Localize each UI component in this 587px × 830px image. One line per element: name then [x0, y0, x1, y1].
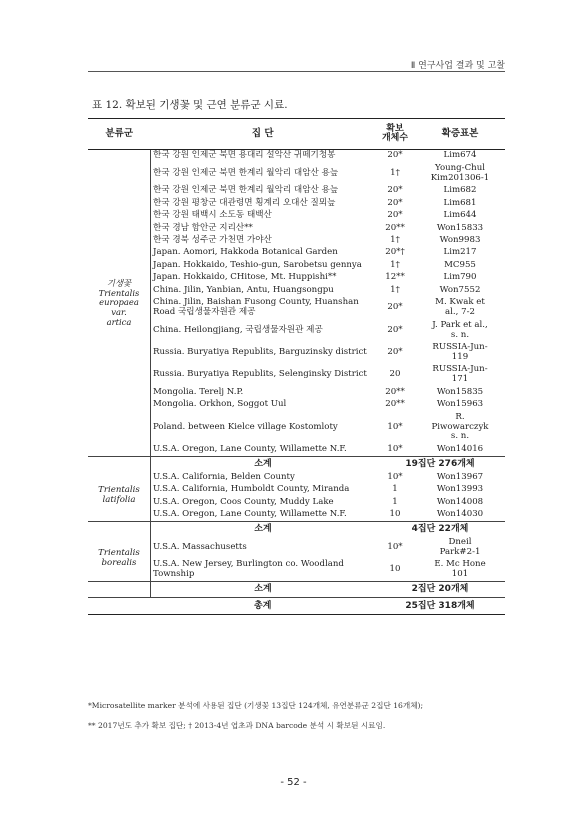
- subtotal-value: 2집단 20개체: [375, 582, 505, 597]
- site-cell: Russia. Buryatiya Republits, Barguzinsky district: [153, 346, 367, 357]
- voucher-cell: J. Park et al., s. n.: [432, 319, 488, 340]
- table-row: [88, 364, 505, 386]
- subtotal-label: 소계: [151, 522, 376, 537]
- count-cell: 20: [389, 369, 401, 380]
- table-row: [88, 185, 505, 197]
- voucher-cell: Dneil Park#2-1: [439, 536, 481, 557]
- taxon-cell: 기생꽃 Trientalis europaea var. artica: [88, 150, 151, 457]
- voucher-cell: RUSSIA-Jun- 171: [432, 364, 488, 385]
- site-cell: 한국 경북 성주군 가천면 가야산: [153, 234, 272, 245]
- voucher-cell: Lim674: [443, 150, 477, 161]
- col-header-count: 확보 개체수: [375, 119, 415, 150]
- table-row: [88, 411, 505, 443]
- site-cell: 한국 강원 인제군 북면 한계리 월악리 대암산 용늪: [153, 167, 339, 178]
- total-value: 25집단 318개체: [375, 597, 505, 614]
- total-label: 총계: [151, 597, 376, 614]
- col-header-voucher: 확증표본: [415, 119, 505, 150]
- table-row: [88, 272, 505, 284]
- voucher-cell: M. Kwak et al., 7-2: [435, 297, 485, 318]
- voucher-cell: Lim681: [443, 197, 477, 208]
- col-header-site: 집 단: [151, 119, 376, 150]
- voucher-cell: Won14008: [436, 496, 484, 507]
- site-cell: U.S.A. New Jersey, Burlington co. Woodland Township: [153, 559, 344, 580]
- site-cell: Japan. Hokkaido, Teshio-gun, Sarobetsu gennya: [153, 259, 362, 270]
- count-cell: 20*: [387, 185, 403, 196]
- samples-table: [88, 118, 505, 615]
- voucher-cell: Won9983: [439, 234, 481, 245]
- voucher-cell: Lim644: [443, 210, 477, 221]
- site-cell: 한국 강원 평창군 대관령면 횡계리 오대산 질뫼늪: [153, 197, 336, 208]
- table-row: [88, 399, 505, 411]
- table-row: [88, 319, 505, 341]
- site-cell: U.S.A. Massachusetts: [153, 541, 247, 552]
- site-cell: U.S.A. California, Belden County: [153, 471, 295, 482]
- total-row: [88, 597, 505, 614]
- taxon-cell: Trientalis borealis: [88, 537, 151, 582]
- footnote-2: ** 2017년도 추가 확보 집단; † 2013-4년 엽초과 DNA barcode 분석 시 확보된 시료임.: [88, 721, 386, 730]
- table-row: [88, 285, 505, 297]
- count-cell: 10*: [387, 421, 403, 432]
- subtotal-label: 소계: [151, 582, 376, 597]
- subtotal-value: 4집단 22개체: [375, 522, 505, 537]
- voucher-cell: Won15963: [436, 399, 484, 410]
- table-row: [88, 386, 505, 398]
- table-row: [88, 444, 505, 457]
- site-cell: U.S.A. California, Humboldt County, Miranda: [153, 484, 350, 495]
- table-row: [88, 509, 505, 522]
- subtotal-row: [88, 457, 505, 472]
- count-cell: 1†: [390, 259, 400, 270]
- section-header: Ⅱ 연구사업 결과 및 고찰: [410, 61, 505, 71]
- count-cell: 1: [392, 484, 398, 495]
- table-header-row: [88, 119, 505, 150]
- site-cell: 한국 경남 함안군 지리산**: [153, 222, 253, 233]
- table-row: [88, 260, 505, 272]
- table-row: [88, 496, 505, 508]
- subtotal-row: [88, 582, 505, 597]
- count-cell: 10*: [387, 471, 403, 482]
- taxon-cell: Trientalis latifolia: [88, 471, 151, 521]
- count-cell: 20**: [385, 386, 405, 397]
- voucher-cell: Young-Chul Kim201306-1: [430, 162, 490, 183]
- count-cell: 20*: [387, 150, 403, 161]
- site-cell: Japan. Hokkaido, CHitose, Mt. Huppishi**: [153, 272, 337, 283]
- site-cell: Mongolia. Orkhon, Soggot Uul: [153, 399, 287, 410]
- voucher-cell: E. Mc Hone 101: [434, 559, 486, 580]
- site-cell: China. Jilin, Yanbian, Antu, Huangsongpu: [153, 284, 334, 295]
- subtotal-value: 19집단 276개체: [375, 457, 505, 472]
- count-cell: 1†: [390, 234, 400, 245]
- voucher-cell: Won7552: [439, 284, 481, 295]
- count-cell: 20**: [385, 399, 405, 410]
- count-cell: 20**: [385, 222, 405, 233]
- voucher-cell: Won15833: [436, 222, 484, 233]
- site-cell: 한국 강원 태백시 소도동 태백산: [153, 210, 272, 221]
- table-row: [88, 150, 505, 163]
- site-cell: 한국 강원 인제군 북면 한계리 월악리 대암산 용늪: [153, 185, 339, 196]
- site-cell: U.S.A. Oregon, Lane County, Willamette N.F.: [153, 443, 347, 454]
- count-cell: 20*: [387, 302, 403, 313]
- site-cell: Mongolia. Terelj N.P.: [153, 386, 244, 397]
- count-cell: 1: [392, 496, 398, 507]
- voucher-cell: Won13993: [436, 484, 484, 495]
- voucher-cell: Won15835: [436, 386, 484, 397]
- count-cell: 1†: [390, 284, 400, 295]
- voucher-cell: Won14030: [436, 509, 484, 520]
- footnote-1: *Microsatellite marker 분석에 사용된 집단 (기생꽃 13집단 124개체, 유연분류군 2집단 16개체);: [88, 701, 424, 710]
- table-row: [88, 162, 505, 184]
- count-cell: 10*: [387, 541, 403, 552]
- col-header-taxon: 분류군: [88, 119, 151, 150]
- voucher-cell: MC955: [444, 259, 476, 270]
- subtotal-row: [88, 522, 505, 537]
- count-cell: 20*: [387, 324, 403, 335]
- site-cell: U.S.A. Oregon, Coos County, Muddy Lake: [153, 496, 334, 507]
- table-row: [88, 297, 505, 319]
- table-row: [88, 222, 505, 234]
- site-cell: Japan. Aomori, Hakkoda Botanical Garden: [153, 247, 338, 258]
- voucher-cell: Won14016: [436, 443, 484, 454]
- voucher-cell: Won13967: [436, 471, 484, 482]
- count-cell: 10: [389, 509, 401, 520]
- voucher-cell: RUSSIA-Jun- 119: [432, 342, 488, 362]
- count-cell: 12**: [385, 272, 405, 283]
- table-row: [88, 235, 505, 247]
- subtotal-label: 소계: [151, 457, 376, 472]
- site-cell: U.S.A. Oregon, Lane County, Willamette N.F.: [153, 509, 347, 520]
- table-row: [88, 342, 505, 364]
- site-cell: Russia. Buryatiya Republits, Selenginsky District: [153, 369, 367, 380]
- site-cell: China. Jilin, Baishan Fusong County, Huanshan Road 국립생물자원관 제공: [153, 297, 359, 318]
- count-cell: 10: [389, 564, 401, 575]
- table-row: [88, 559, 505, 582]
- site-cell: 한국 강원 인제군 북면 용대리 설악산 귀떼기청봉: [153, 150, 336, 161]
- table-row: [88, 471, 505, 483]
- site-cell: Poland. between Kielce village Kostomloty: [153, 421, 338, 432]
- voucher-cell: R. Piwowarczyk s. n.: [431, 411, 489, 442]
- page-number: - 52 -: [280, 777, 307, 788]
- voucher-cell: Lim790: [443, 272, 477, 283]
- voucher-cell: Lim682: [443, 185, 477, 196]
- table-row: [88, 247, 505, 259]
- count-cell: 20*: [387, 197, 403, 208]
- count-cell: 20*†: [385, 247, 405, 258]
- table-row: [88, 484, 505, 496]
- count-cell: 1†: [390, 167, 400, 178]
- table-caption: 표 12. 확보된 기생꽃 및 근연 분류군 시료.: [92, 99, 288, 111]
- site-cell: China. Heilongjiang, 국립생물자원관 제공: [153, 324, 323, 335]
- count-cell: 20*: [387, 346, 403, 357]
- table-row: [88, 197, 505, 209]
- table-row: [88, 537, 505, 559]
- header-rule: [88, 71, 505, 72]
- count-cell: 20*: [387, 210, 403, 221]
- table-row: [88, 210, 505, 222]
- voucher-cell: Lim217: [443, 247, 477, 258]
- count-cell: 10*: [387, 443, 403, 454]
